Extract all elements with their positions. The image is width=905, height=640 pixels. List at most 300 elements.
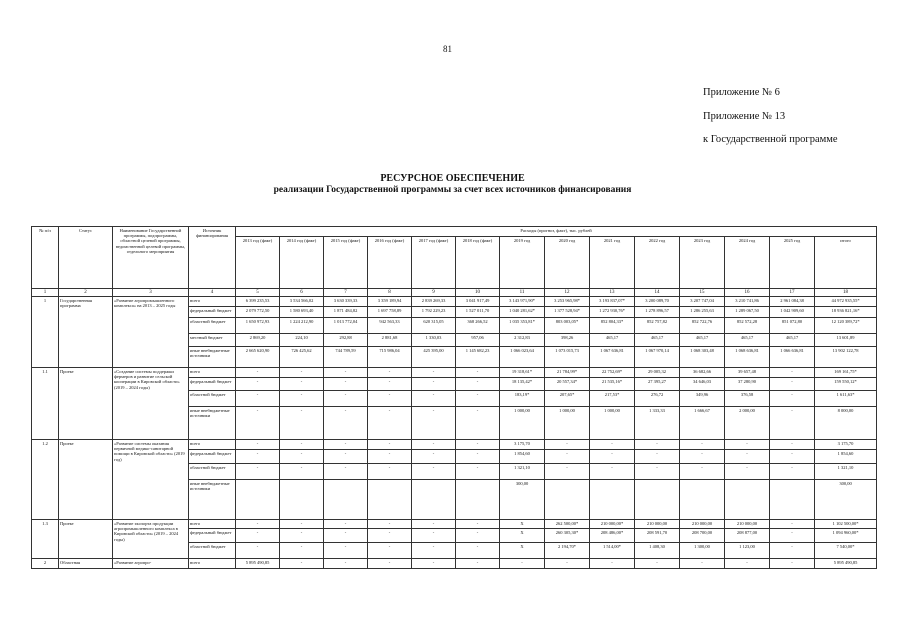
amount-cell: -	[324, 391, 368, 407]
amount-cell: -	[368, 440, 412, 450]
amount-cell: 3 193 837,07*	[590, 297, 635, 307]
amount-cell	[635, 480, 680, 520]
amount-cell: -	[770, 543, 815, 559]
document-subtitle: реализации Государственной программы за счет всех источников финансирования	[273, 185, 632, 195]
amount-cell: -	[412, 529, 456, 543]
funding-source: областной бюджет	[189, 464, 236, 480]
amount-cell: -	[456, 559, 500, 569]
amount-cell: 2 869,20	[236, 334, 280, 347]
amount-cell: 1 792 229,23	[412, 307, 456, 318]
amount-cell: 726 425,62	[280, 347, 324, 368]
amount-cell: -	[635, 559, 680, 569]
amount-cell: -	[456, 450, 500, 464]
amount-cell: 803 003,05*	[545, 318, 590, 334]
amount-cell: 3 210 741,86	[725, 297, 770, 307]
amount-cell: -	[456, 529, 500, 543]
amount-cell: -	[725, 450, 770, 464]
column-number-1: 1	[32, 289, 59, 297]
amount-cell: 210 000,00	[725, 520, 770, 529]
amount-cell: 1 068 303,48	[680, 347, 725, 368]
amount-cell: -	[680, 559, 725, 569]
amount-cell: -	[456, 391, 500, 407]
row-status: Проект	[59, 440, 113, 520]
column-number-2: 2	[59, 289, 113, 297]
header-year-9: 2022 год	[635, 237, 680, 289]
amount-cell: -	[280, 391, 324, 407]
amount-cell: 1 067 636,81	[590, 347, 635, 368]
amount-cell: 1 042 909,60	[770, 307, 815, 318]
amount-cell: -	[280, 368, 324, 378]
funding-source: федеральный бюджет	[189, 378, 236, 391]
amount-cell: -	[412, 450, 456, 464]
amount-cell: 744 789,59	[324, 347, 368, 368]
header-year-6: 2019 год	[500, 237, 545, 289]
amount-cell: -	[368, 450, 412, 464]
amount-cell: 1 330,03	[412, 334, 456, 347]
column-number-4: 4	[189, 289, 236, 297]
column-number-9: 9	[412, 289, 456, 297]
amount-cell: -	[725, 559, 770, 569]
amount-cell: -	[324, 529, 368, 543]
amount-cell: 22 752,69*	[590, 368, 635, 378]
row-number: 1.3	[32, 520, 59, 559]
amount-cell: -	[500, 559, 545, 569]
amount-cell: -	[770, 450, 815, 464]
amount-cell: 44 972 935,55*	[815, 297, 877, 307]
header-year-7: 2020 год	[545, 237, 590, 289]
amount-cell: 465,17	[680, 334, 725, 347]
amount-cell: -	[280, 464, 324, 480]
amount-cell: -	[590, 440, 635, 450]
funding-source: всего	[189, 559, 236, 569]
amount-cell: 159 550,12*	[815, 378, 877, 391]
amount-cell: X	[500, 520, 545, 529]
amount-cell: 1 066 023,64	[500, 347, 545, 368]
amount-cell	[412, 480, 456, 520]
amount-cell: 2 839 269,33	[412, 297, 456, 307]
amount-cell: 21 784,99*	[545, 368, 590, 378]
amount-cell: 183,19*	[500, 391, 545, 407]
amount-cell: 208 877,00	[725, 529, 770, 543]
amount-cell: -	[770, 529, 815, 543]
header-year-4: 2017 год (факт)	[412, 237, 456, 289]
amount-cell: -	[412, 391, 456, 407]
header-year-2: 2015 год (факт)	[324, 237, 368, 289]
amount-cell: 2 312,83	[500, 334, 545, 347]
row-number: 1	[32, 297, 59, 368]
appendix-line-1: Приложение № 6	[703, 87, 780, 98]
header-year-13: итого	[815, 237, 877, 289]
amount-cell: 29 005,32	[635, 368, 680, 378]
header-year-10: 2023 год	[680, 237, 725, 289]
amount-cell: -	[280, 543, 324, 559]
amount-cell: -	[412, 559, 456, 569]
row-program-name: «Развитие системы оказания первичной медико-санитарной помощи в Кировской области» (2019 год)	[113, 440, 189, 520]
amount-cell: 715 986,04	[368, 347, 412, 368]
row-number: 1.2	[32, 440, 59, 520]
amount-cell: -	[236, 407, 280, 440]
amount-cell: 368 266,52	[456, 318, 500, 334]
amount-cell: 39 657,48	[725, 368, 770, 378]
amount-cell: -	[770, 391, 815, 407]
amount-cell: 207,65*	[545, 391, 590, 407]
amount-cell: 210 000,00	[635, 520, 680, 529]
amount-cell: -	[280, 559, 324, 569]
amount-cell: -	[680, 464, 725, 480]
amount-cell: -	[236, 368, 280, 378]
amount-cell: 1 123,00	[725, 543, 770, 559]
funding-source: иные внебюджетные источники	[189, 407, 236, 440]
amount-cell: -	[770, 464, 815, 480]
amount-cell: -	[770, 368, 815, 378]
amount-cell: -	[456, 543, 500, 559]
header-year-0: 2013 год (факт)	[236, 237, 280, 289]
amount-cell: 465,17	[635, 334, 680, 347]
amount-cell: -	[324, 368, 368, 378]
amount-cell: 224,10	[280, 334, 324, 347]
table-row	[32, 520, 877, 529]
amount-cell: 376,58	[725, 391, 770, 407]
amount-cell: -	[236, 529, 280, 543]
amount-cell: 1 145 682,23	[456, 347, 500, 368]
amount-cell: -	[324, 407, 368, 440]
amount-cell: -	[680, 450, 725, 464]
table-row	[32, 559, 877, 569]
amount-cell: -	[412, 543, 456, 559]
row-number: 2	[32, 559, 59, 569]
amount-cell: -	[368, 559, 412, 569]
amount-cell: 1 000,00	[500, 407, 545, 440]
amount-cell: 292,88	[324, 334, 368, 347]
amount-cell: 1 377 528,94*	[545, 307, 590, 318]
amount-cell: -	[412, 407, 456, 440]
funding-source: областной бюджет	[189, 318, 236, 334]
header-status: Статус	[59, 227, 113, 289]
header-name: Наименование Государственной программы, подпрограммы, областной целевой программы, ведомственной целевой программы, отдельного мероприятия	[113, 227, 189, 289]
row-program-name: «Развитие экспорта продукции агропромышленного комплекса в Кировской области» (2019 – 2024 годы)	[113, 520, 189, 559]
amount-cell: 300,00	[815, 480, 877, 520]
row-status: Областная	[59, 559, 113, 569]
funding-source: областной бюджет	[189, 391, 236, 407]
amount-cell: 18 135,42*	[500, 378, 545, 391]
amount-cell: 169 161,75*	[815, 368, 877, 378]
amount-cell: 1 527 011,70	[456, 307, 500, 318]
amount-cell: 942 563,33	[368, 318, 412, 334]
column-number-12: 12	[545, 289, 590, 297]
amount-cell: 852 722,76	[680, 318, 725, 334]
amount-cell: 36 682,66	[680, 368, 725, 378]
header-expenses: Расходы (прогноз, факт), тыс. рублей	[236, 227, 877, 237]
amount-cell: 2 079 772,50	[236, 307, 280, 318]
column-number-10: 10	[456, 289, 500, 297]
amount-cell: 1 697 758,89	[368, 307, 412, 318]
amount-cell: -	[545, 450, 590, 464]
amount-cell	[545, 480, 590, 520]
column-number-5: 5	[236, 289, 280, 297]
amount-cell: 1 224 212,90	[280, 318, 324, 334]
amount-cell: -	[280, 520, 324, 529]
amount-cell: 1 289 067,50	[725, 307, 770, 318]
amount-cell: -	[236, 440, 280, 450]
amount-cell: -	[412, 440, 456, 450]
amount-cell: 1 408,30	[635, 543, 680, 559]
amount-cell: 1 514,00*	[590, 543, 635, 559]
amount-cell: 1 278 896,57	[635, 307, 680, 318]
amount-cell: 3 630 339,33	[324, 297, 368, 307]
amount-cell: -	[725, 440, 770, 450]
funding-source: всего	[189, 297, 236, 307]
amount-cell: -	[635, 450, 680, 464]
amount-cell: 27 395,27	[635, 378, 680, 391]
amount-cell: -	[280, 440, 324, 450]
row-status: Государственная программа	[59, 297, 113, 368]
funding-source: федеральный бюджет	[189, 450, 236, 464]
amount-cell: 852 804,33*	[590, 318, 635, 334]
amount-cell: 1 066 636,81	[770, 347, 815, 368]
table-row	[32, 368, 877, 378]
resource-table	[31, 226, 877, 569]
funding-source: всего	[189, 520, 236, 529]
amount-cell: 2 665 620,90	[236, 347, 280, 368]
amount-cell: -	[770, 440, 815, 450]
header-year-1: 2014 год (факт)	[280, 237, 324, 289]
amount-cell: 2 961 084,38	[770, 297, 815, 307]
amount-cell: 300,00	[500, 480, 545, 520]
amount-cell: -	[236, 520, 280, 529]
row-program-name: «Развитие агропро-	[113, 559, 189, 569]
amount-cell: 1 000,00	[545, 407, 590, 440]
amount-cell	[680, 480, 725, 520]
amount-cell: -	[412, 520, 456, 529]
amount-cell: 1 073 015,73	[545, 347, 590, 368]
amount-cell: -	[412, 368, 456, 378]
amount-cell: 852 757,82	[635, 318, 680, 334]
amount-cell: -	[324, 378, 368, 391]
amount-cell: 1 333,33	[635, 407, 680, 440]
amount-cell: -	[456, 464, 500, 480]
amount-cell: -	[368, 520, 412, 529]
amount-cell: -	[280, 407, 324, 440]
amount-cell: X	[500, 543, 545, 559]
amount-cell: 1 321,10	[500, 464, 545, 480]
column-number-17: 17	[770, 289, 815, 297]
amount-cell: -	[770, 520, 815, 529]
amount-cell: 37 280,90	[725, 378, 770, 391]
header-year-11: 2024 год	[725, 237, 770, 289]
amount-cell: 8 000,00	[815, 407, 877, 440]
amount-cell: -	[368, 529, 412, 543]
amount-cell: 1 321,10	[815, 464, 877, 480]
amount-cell: 276,72	[635, 391, 680, 407]
amount-cell: 19 318,61*	[500, 368, 545, 378]
amount-cell: 3 534 566,02	[280, 297, 324, 307]
amount-cell: -	[280, 450, 324, 464]
amount-cell	[280, 480, 324, 520]
amount-cell: 13 601,89	[815, 334, 877, 347]
amount-cell: -	[545, 559, 590, 569]
amount-cell: 1 067 970,14	[635, 347, 680, 368]
amount-cell: 262 500,00*	[545, 520, 590, 529]
amount-cell: -	[324, 450, 368, 464]
amount-cell: 1 272 930,76*	[590, 307, 635, 318]
amount-cell: 210 000,00*	[590, 520, 635, 529]
column-number-8: 8	[368, 289, 412, 297]
amount-cell: 1 611,63*	[815, 391, 877, 407]
amount-cell: -	[456, 440, 500, 450]
funding-source: иные внебюджетные источники	[189, 480, 236, 520]
amount-cell: 3 175,70	[815, 440, 877, 450]
amount-cell: 1 650 972,93	[236, 318, 280, 334]
amount-cell	[590, 480, 635, 520]
amount-cell: X	[500, 529, 545, 543]
amount-cell: -	[368, 407, 412, 440]
column-number-16: 16	[725, 289, 770, 297]
amount-cell: -	[456, 407, 500, 440]
amount-cell: -	[368, 378, 412, 391]
amount-cell: -	[368, 543, 412, 559]
amount-cell: 20 557,34*	[545, 378, 590, 391]
funding-source: федеральный бюджет	[189, 307, 236, 318]
amount-cell: -	[770, 559, 815, 569]
amount-cell	[456, 480, 500, 520]
amount-cell: 465,17	[725, 334, 770, 347]
amount-cell: 34 646,03	[680, 378, 725, 391]
amount-cell: 1 040 281,62*	[500, 307, 545, 318]
amount-cell: 1 666,67	[680, 407, 725, 440]
appendix-line-3: к Государственной программе	[703, 134, 838, 145]
row-program-name: «Создание системы поддержки фермеров и развитие сельской кооперации в Кировской области» (2019 – 2024 годы)	[113, 368, 189, 440]
amount-cell: 1 000,00	[590, 407, 635, 440]
amount-cell: -	[545, 464, 590, 480]
header-source: Источник финансирования	[189, 227, 236, 289]
amount-cell: 1 094 960,00*	[815, 529, 877, 543]
funding-source: всего	[189, 368, 236, 378]
amount-cell: -	[770, 407, 815, 440]
row-status: Проект	[59, 368, 113, 440]
amount-cell: -	[456, 368, 500, 378]
column-number-14: 14	[635, 289, 680, 297]
column-number-7: 7	[324, 289, 368, 297]
amount-cell: 3 253 965,98*	[545, 297, 590, 307]
amount-cell: -	[590, 464, 635, 480]
amount-cell: 852 572,28	[725, 318, 770, 334]
amount-cell: 1 068 636,81	[725, 347, 770, 368]
amount-cell: 260 305,30*	[545, 529, 590, 543]
amount-cell: 1 102 500,00*	[815, 520, 877, 529]
amount-cell: -	[545, 440, 590, 450]
appendix-line-2: Приложение № 13	[703, 111, 786, 122]
amount-cell: -	[635, 440, 680, 450]
amount-cell: -	[635, 464, 680, 480]
amount-cell: 1 580 693,40	[280, 307, 324, 318]
column-number-3: 3	[113, 289, 189, 297]
amount-cell: -	[368, 391, 412, 407]
header-year-5: 2018 год (факт)	[456, 237, 500, 289]
header-year-12: 2025 год	[770, 237, 815, 289]
amount-cell: -	[324, 464, 368, 480]
amount-cell: 1 300,00	[680, 543, 725, 559]
column-number-row	[32, 289, 877, 297]
amount-cell: 1 854,60	[815, 450, 877, 464]
amount-cell: 349,96	[680, 391, 725, 407]
amount-cell: 12 120 389,72*	[815, 318, 877, 334]
amount-cell: 5 895 490,85	[815, 559, 877, 569]
amount-cell: 3 200 089,70	[635, 297, 680, 307]
amount-cell	[770, 480, 815, 520]
funding-source: федеральный бюджет	[189, 529, 236, 543]
amount-cell: -	[456, 378, 500, 391]
amount-cell: -	[368, 464, 412, 480]
amount-cell: -	[236, 378, 280, 391]
amount-cell: -	[725, 464, 770, 480]
header-year-3: 2016 год (факт)	[368, 237, 412, 289]
table-row	[32, 297, 877, 307]
amount-cell: 3 359 189,94	[368, 297, 412, 307]
document-title: РЕСУРСНОЕ ОБЕСПЕЧЕНИЕ	[380, 173, 525, 184]
amount-cell: 5 895 490,85	[236, 559, 280, 569]
amount-cell: 3 041 917,49	[456, 297, 500, 307]
amount-cell: 208 700,00	[680, 529, 725, 543]
amount-cell: 1 871 484,82	[324, 307, 368, 318]
amount-cell: 425 395,00	[412, 347, 456, 368]
amount-cell: -	[590, 559, 635, 569]
amount-cell: -	[324, 559, 368, 569]
funding-source: местный бюджет	[189, 334, 236, 347]
amount-cell	[368, 480, 412, 520]
amount-cell: 851 072,80	[770, 318, 815, 334]
amount-cell: 1 035 353,81*	[500, 318, 545, 334]
row-status: Проект	[59, 520, 113, 559]
amount-cell: -	[236, 391, 280, 407]
funding-source: всего	[189, 440, 236, 450]
page-number: 81	[443, 44, 452, 54]
amount-cell: -	[236, 450, 280, 464]
amount-cell: -	[770, 378, 815, 391]
amount-cell: 3 175,70	[500, 440, 545, 450]
amount-cell	[725, 480, 770, 520]
table-row	[32, 440, 877, 450]
amount-cell: 217,53*	[590, 391, 635, 407]
amount-cell: 620 315,05	[412, 318, 456, 334]
amount-cell: 2 000,00	[725, 407, 770, 440]
column-number-15: 15	[680, 289, 725, 297]
amount-cell: 13 902 122,78	[815, 347, 877, 368]
amount-cell: 465,17	[590, 334, 635, 347]
amount-cell: 957,06	[456, 334, 500, 347]
amount-cell: -	[324, 440, 368, 450]
amount-cell: 1 854,60	[500, 450, 545, 464]
amount-cell	[324, 480, 368, 520]
amount-cell: 1 013 772,04	[324, 318, 368, 334]
amount-cell: 208 486,00*	[590, 529, 635, 543]
column-number-13: 13	[590, 289, 635, 297]
amount-cell	[236, 480, 280, 520]
header-year-8: 2021 год	[590, 237, 635, 289]
row-number: 1.1	[32, 368, 59, 440]
column-number-11: 11	[500, 289, 545, 297]
amount-cell: 1 286 255,63	[680, 307, 725, 318]
header-num: № п/п	[32, 227, 59, 289]
amount-cell: -	[412, 464, 456, 480]
amount-cell: -	[368, 368, 412, 378]
amount-cell: 208 591,70	[635, 529, 680, 543]
funding-source: иные внебюджетные источники	[189, 347, 236, 368]
amount-cell: 3 143 971,90*	[500, 297, 545, 307]
amount-cell: -	[236, 543, 280, 559]
amount-cell: -	[680, 440, 725, 450]
amount-cell: 7 540,00*	[815, 543, 877, 559]
amount-cell: -	[324, 543, 368, 559]
